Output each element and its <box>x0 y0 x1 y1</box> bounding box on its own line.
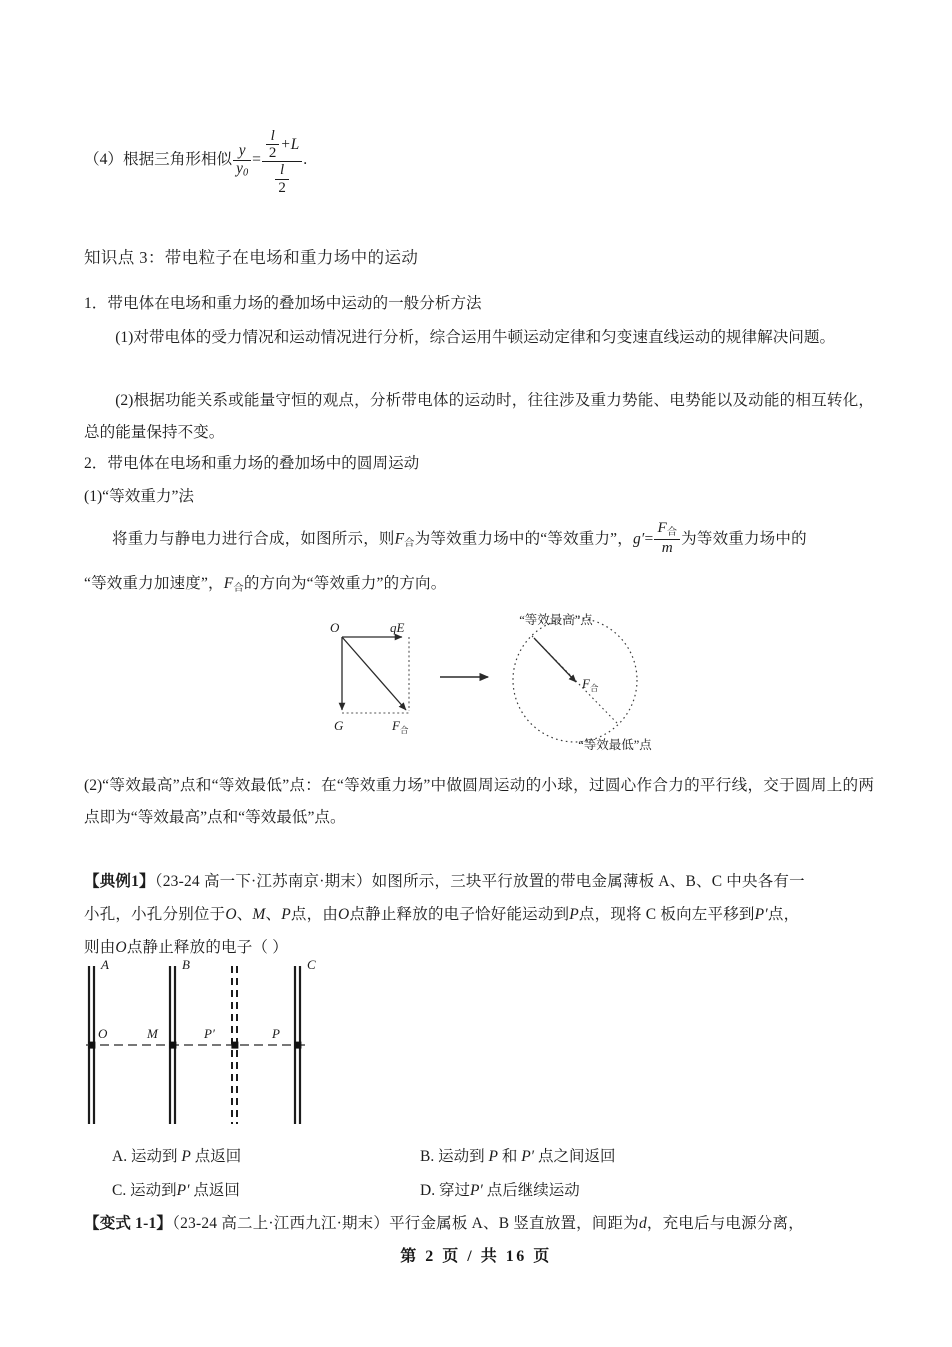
option-A-post: 点返回 <box>190 1148 242 1165</box>
example-line2 <box>84 899 799 930</box>
option-B-var2: P′ <box>521 1148 535 1165</box>
para-a-g-symbol: g′ <box>632 530 645 548</box>
point2-sub1 <box>84 481 874 513</box>
label-O: O <box>330 620 340 635</box>
stem2-f: 点，现将 C 板向左平移到 <box>578 906 755 923</box>
plate-label-C: C <box>307 957 316 972</box>
para-a-F-symbol: F <box>394 530 405 548</box>
option-B-key: B. <box>420 1148 435 1165</box>
example-line1 <box>84 866 805 897</box>
circle-force-arrow <box>534 638 576 682</box>
option-C[interactable] <box>112 1176 240 1206</box>
variant-var-d: d <box>638 1215 647 1232</box>
hole-label-P: P <box>272 1026 280 1041</box>
point2-sub2-text: (2)“等效最高”点和“等效最低”点：在“等效重力场”中做圆周运动的小球，过圆心作合力的平行线，交于圆周上的两点即为“等效最高”点和“等效最低”点。 <box>84 777 874 826</box>
para-b-F-subscript: 合 <box>233 582 244 594</box>
stem2-var-M: M <box>252 906 266 923</box>
point1-item1-text: (1)对带电体的受力情况和运动情况进行分析，综合运用牛顿运动定律和匀变速直线运动的规律解决问题。 <box>115 329 836 346</box>
option-C-pre: 运动到 <box>130 1182 177 1199</box>
option-B-mid: 和 <box>497 1148 522 1165</box>
stem2-e: 点静止释放的电子恰好能运动到 <box>349 906 570 923</box>
rhs-numerator: $\frac{l}{2}$ +L <box>262 128 302 161</box>
option-C-var: P′ <box>176 1182 190 1199</box>
option-D-key: D. <box>420 1182 436 1199</box>
label-qE: qE <box>390 620 405 635</box>
stem3-var-O: O <box>115 939 127 956</box>
rhs-denominator: $\frac{l}{2}$ <box>262 161 302 195</box>
point2-title-text: 2．带电体在电场和重力场的叠加场中的圆周运动 <box>84 455 420 472</box>
option-C-key: C. <box>112 1182 127 1199</box>
para-a-middle: 为等效重力场中的“等效重力”， <box>414 530 633 548</box>
stem3-a: 则由 <box>84 939 116 956</box>
stem2-c: 、 <box>265 906 282 923</box>
hole-marker-P <box>294 1042 301 1049</box>
option-C-post: 点返回 <box>189 1182 240 1199</box>
hole-label-Pprime: P′ <box>204 1026 215 1041</box>
option-B[interactable] <box>420 1142 615 1172</box>
stem2-var-P: P <box>281 906 291 923</box>
hole-label-M: M <box>147 1026 158 1041</box>
option-B-var1: P <box>488 1148 498 1165</box>
example-source: （23-24 高一下·江苏南京·期末） <box>154 873 372 890</box>
hole-marker-M <box>169 1042 176 1049</box>
lhs-numerator: y <box>238 142 246 160</box>
option-A-var: P <box>181 1148 191 1165</box>
label-equivalent-highest: “等效最高”点 <box>519 613 593 627</box>
stem2-var-Pprime: P′ <box>754 906 768 923</box>
option-A[interactable] <box>112 1142 241 1172</box>
para-a-lead: 将重力与静电力进行合成，如图所示，则 <box>112 530 395 548</box>
point1-item2 <box>84 385 874 448</box>
stem2-d: 点，由 <box>290 906 339 923</box>
para-a-fraction <box>654 520 680 556</box>
para-a-F-subscript: 合 <box>404 538 415 550</box>
variant-tag: 【变式 1-1】 <box>84 1215 173 1232</box>
option-D-pre: 穿过 <box>438 1182 470 1199</box>
hole-label-O: O <box>98 1026 108 1041</box>
plate-label-A: A <box>101 957 109 972</box>
formula-prefix: （4）根据三角形相似 <box>84 151 233 169</box>
option-D-post: 点后继续运动 <box>482 1182 580 1199</box>
point2-sub1-text: (1)“等效重力”法 <box>84 488 194 505</box>
section-heading <box>84 244 418 272</box>
section-heading-text: 知识点 3：带电粒子在电场和重力场中的运动 <box>84 248 419 267</box>
variant-text-a: 平行金属板 A、B 竖直放置，间距为 <box>389 1215 639 1232</box>
option-A-key: A. <box>112 1148 128 1165</box>
para-b-F-symbol: F <box>223 575 234 592</box>
page-footer <box>0 1243 952 1266</box>
stem2-b: 、 <box>236 906 253 923</box>
para-a-frac-denominator: m <box>654 539 680 556</box>
stem2-a: 小孔，小孔分别位于 <box>84 906 226 923</box>
label-G: G <box>334 718 344 733</box>
lhs-denominator: y0 <box>233 160 251 179</box>
label-equivalent-lowest: “等效最低”点 <box>578 738 652 752</box>
para-a-tail: 为等效重力场中的 <box>681 530 807 548</box>
variant-line <box>84 1208 804 1239</box>
stem2-var-P2: P <box>569 906 579 923</box>
circle-path <box>513 618 637 742</box>
stem2-g: 点， <box>767 906 800 923</box>
hole-marker-O <box>88 1042 95 1049</box>
label-F-resultant: $F_合$ <box>392 718 409 735</box>
page-number-text: 第 2 页 / 共 16 页 <box>400 1248 552 1265</box>
label-F-circle: $F_合$ <box>582 676 599 693</box>
point1-title <box>84 288 874 320</box>
point2-paragraph-b <box>84 568 446 604</box>
hole-marker-Pprime <box>231 1042 238 1049</box>
option-A-pre: 运动到 <box>130 1148 182 1165</box>
option-B-pre: 运动到 <box>438 1148 489 1165</box>
point2-sub2 <box>84 770 874 833</box>
stem2-var-O2: O <box>338 906 350 923</box>
stem2-var-O: O <box>225 906 237 923</box>
example-stem-line1: 如图所示，三块平行放置的带电金属薄板 A、B、C 中央各有一 <box>371 873 805 890</box>
option-D-var: P′ <box>469 1182 483 1199</box>
formula-period: . <box>303 151 308 169</box>
variant-source: （23-24 高二上·江西九江·期末） <box>172 1215 390 1232</box>
example-tag: 【典例1】 <box>84 873 155 890</box>
plate-label-B: B <box>182 957 190 972</box>
para-b-lead: “等效重力加速度”， <box>84 575 224 592</box>
rhs-fraction <box>262 128 302 196</box>
para-a-frac-numerator: $F_合$ <box>657 519 678 538</box>
option-D[interactable] <box>420 1176 580 1206</box>
point2-paragraph-a <box>112 520 807 559</box>
point1-item1 <box>84 322 874 354</box>
variant-text-b: ，充电后与电源分离， <box>646 1215 804 1232</box>
point1-title-text: 1．带电体在电场和重力场的叠加场中运动的一般分析方法 <box>84 295 482 312</box>
point2-title <box>84 448 874 480</box>
formula-step-4 <box>84 128 307 196</box>
point1-item2-text: (2)根据功能关系或能量守恒的观点，分析带电体的运动时，往往涉及重力势能、电势能以及动能的相互转化，总的能量保持不变。 <box>84 392 874 441</box>
option-B-post: 点之间返回 <box>534 1148 616 1165</box>
para-b-tail: 的方向为“等效重力”的方向。 <box>243 575 447 592</box>
force-parallelogram <box>342 637 410 713</box>
stem3-b: 点静止释放的电子（ ） <box>126 939 288 956</box>
lhs-fraction <box>233 143 251 178</box>
para-a-equals: = <box>644 530 654 548</box>
formula-equals: = <box>252 151 261 169</box>
equivalent-gravity-figure <box>320 612 680 757</box>
parallel-plates-figure <box>84 952 384 1142</box>
